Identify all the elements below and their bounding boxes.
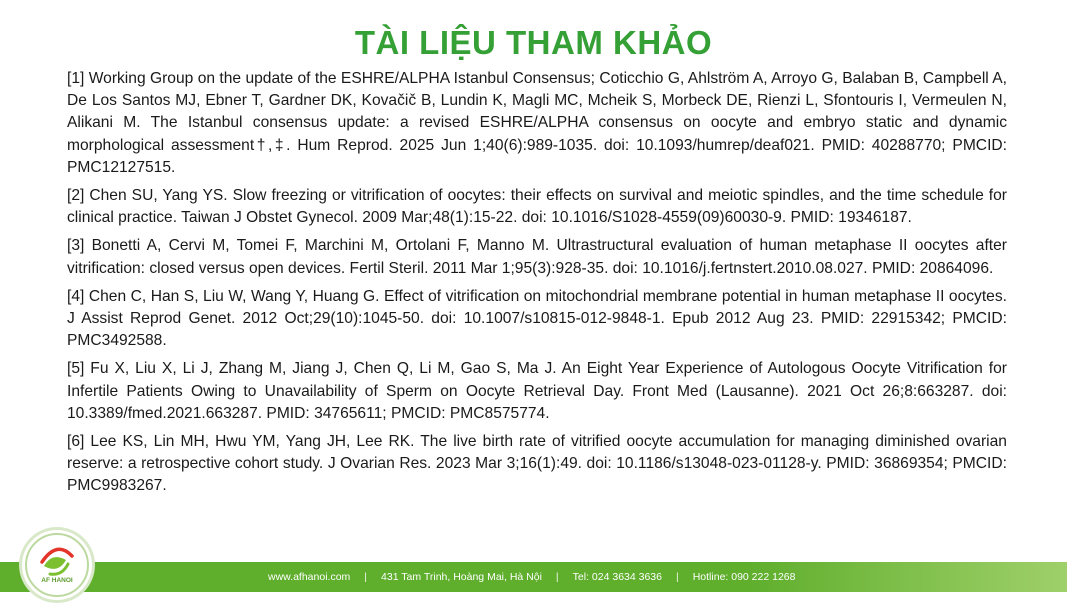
footer-hotline: Hotline: 090 222 1268 [692,571,796,583]
reference-item-2: [2] Chen SU, Yang YS. Slow freezing or vitrification of oocytes: their effects on survival and meiotic spindles, and the time schedule for clinical practice. Taiwan J Obstet Gynecol. 2009 Mar;48(1):15-22. doi: 10.1016/S1028-4559(09)60030-9. PMID: 19346187. [67,187,1007,227]
footer-tel: Tel: 024 3634 3636 [572,571,662,583]
footer-contact-info [268,562,968,592]
logo-text: AF HANOI [41,577,73,584]
footer-separator: | [555,571,559,583]
page-title: TÀI LIỆU THAM KHẢO [354,24,713,61]
footer-separator: | [364,571,368,583]
reference-list [67,68,1007,504]
reference-item-1: [1] Working Group on the update of the ESHRE/ALPHA Istanbul Consensus; Coticchio G, Ahlström A, Arroyo G, Balaban B, Campbell A, De Los Santos MJ, Ebner T, Gardner DK, Kovačič B, Lundin K, Magli MC, Mcheik S, Morbeck DE, Rienzi L, Sfontouris I, Vermeulen N, Alikani M. The Istanbul consensus update: a revised ESHRE/ALPHA consensus on oocyte and embryo static and dynamic morphological assessment†,‡. Hum Reprod. 2025 Jun 1;40(6):989-1035. doi: 10.1093/humrep/deaf021. PMID: 40288770; PMCID: PMC12127515. [67,70,1007,176]
footer-address: 431 Tam Trinh, Hoàng Mai, Hà Nội [381,571,542,583]
reference-item-4: [4] Chen C, Han S, Liu W, Wang Y, Huang G. Effect of vitrification on mitochondrial membrane potential in human metaphase II oocytes. J Assist Reprod Genet. 2012 Oct;29(10):1045-50. doi: 10.1007/s10815-012-9848-1. Epub 2012 Aug 23. PMID: 22915342; PMCID: PMC3492588. [67,287,1007,350]
footer-separator: | [675,571,679,583]
reference-item-6: [6] Lee KS, Lin MH, Hwu YM, Yang JH, Lee RK. The live birth rate of vitrified oocyte accumulation for managing diminished ovarian reserve: a retrospective cohort study. J Ovarian Res. 2023 Mar 3;16(1):49. doi: 10.1186/s13048-023-01128-y. PMID: 36869354; PMCID: PMC9983267. [67,433,1007,495]
reference-item-3: [3] Bonetti A, Cervi M, Tomei F, Marchini M, Ortolani F, Manno M. Ultrastructural evaluation of human metaphase II oocytes after vitrification: closed versus open devices. Fertil Steril. 2011 Mar 1;95(3):928-35. doi: 10.1016/j.fertnstert.2010.08.027. PMID: 20864096. [67,237,1007,277]
af-hanoi-logo [22,530,92,600]
footer-website[interactable]: www.afhanoi.com [268,571,351,583]
reference-item-5: [5] Fu X, Liu X, Li J, Zhang M, Jiang J, Chen Q, Li M, Gao S, Ma J. An Eight Year Experience of Autologous Oocyte Vitrification for Infertile Patients Owing to Unavailability of Sperm on Oocyte Retrieval Day. Front Med (Lausanne). 2021 Oct 26;8:663287. doi: 10.3389/fmed.2021.663287. PMID: 34765611; PMCID: PMC8575774. [67,360,1007,422]
af-hanoi-logo-icon [22,530,92,600]
footer-bar [0,562,1067,592]
